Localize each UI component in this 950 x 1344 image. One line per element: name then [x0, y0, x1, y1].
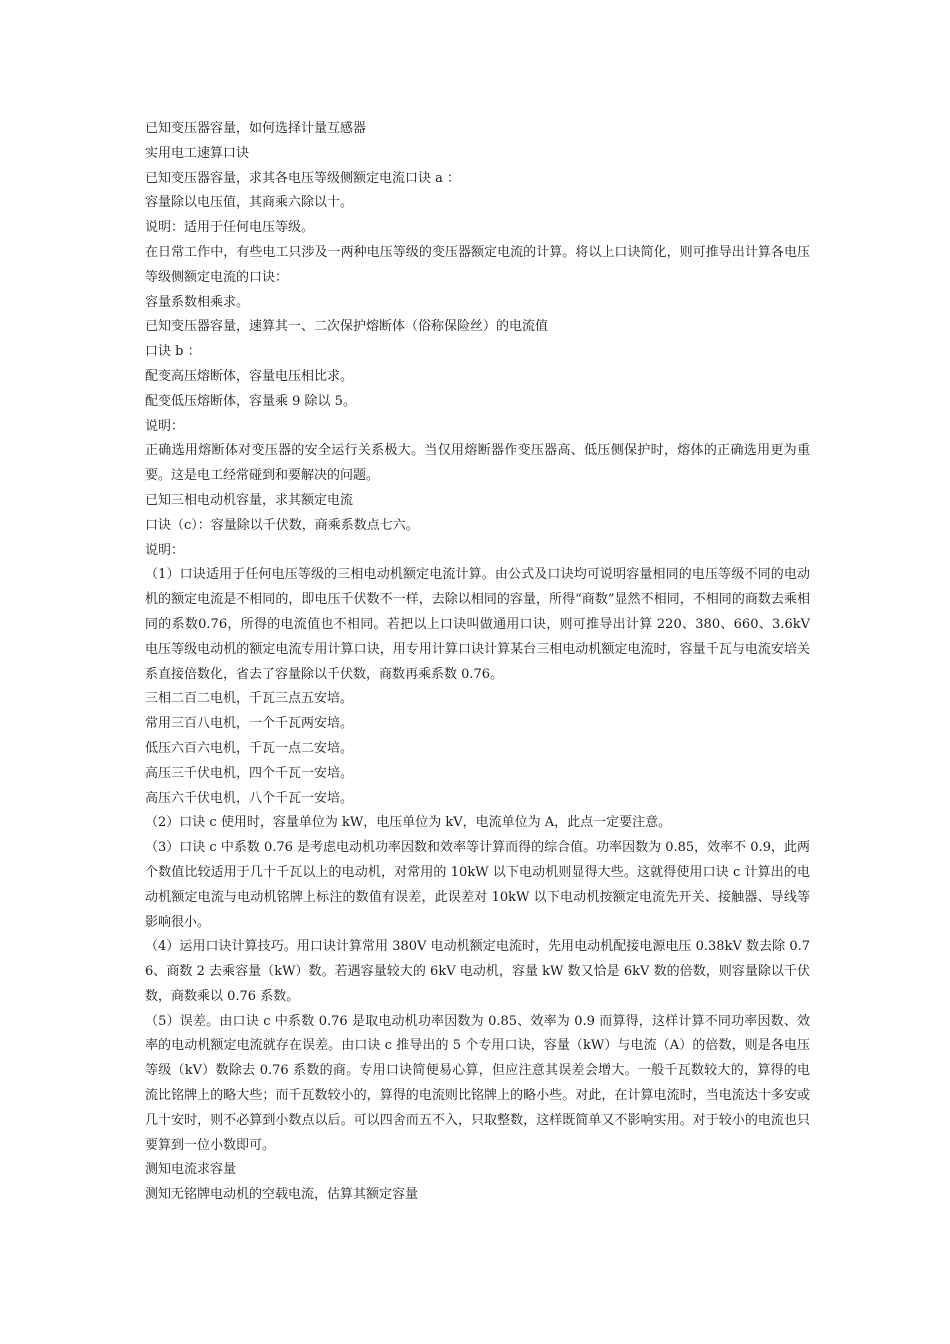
doc-subheading: 实用电工速算口诀: [145, 145, 250, 161]
doc-line: 口诀 b ：: [145, 344, 201, 360]
doc-line: 测知电流求容量: [145, 1162, 237, 1178]
doc-line: 已知变压器容量，速算其一、二次保护熔断体（俗称保险丝）的电流值: [145, 319, 549, 335]
doc-line: 三相二百二电机，千瓦三点五安培。: [145, 691, 354, 707]
doc-heading: 已知变压器容量，如何选择计量互感器: [145, 121, 367, 136]
doc-line: 说明：: [145, 542, 185, 558]
doc-line: 已知变压器容量，求其各电压等级侧额定电流口诀 a ：: [145, 170, 461, 186]
doc-paragraph: 在日常工作中，有些电工只涉及一两种电压等级的变压器额定电流的计算。将以上口诀简化，则可推导出计算各电压等级侧额定电流的口诀：: [145, 244, 810, 285]
doc-line: 容量系数相乘求。: [145, 294, 250, 310]
doc-line: 说明：适用于任何电压等级。: [145, 220, 315, 236]
doc-line: 配变高压熔断体，容量电压相比求。: [145, 368, 354, 384]
doc-line: 高压三千伏电机，四个千瓦一安培。: [145, 765, 354, 781]
document-body: [145, 117, 810, 1208]
doc-paragraph: （3）口诀 c 中系数 0.76 是考虑电动机功率因数和效率等计算而得的综合值。功率因数为 0.85，效率不 0.9，此两个数值比较适用于几十千瓦以上的电动机，对常用的 10kW 以下电动机则显得大些。这就得使用口诀 c 计算出的电动机额定电流与电动机铭牌上标注的数值有误差，此误差对 10kW 以下电动机按额定电流先开关、接触器、导线等影响很小。: [145, 840, 810, 930]
doc-paragraph: 正确选用熔断体对变压器的安全运行关系极大。当仅用熔断器作变压器高、低压侧保护时，熔体的正确选用更为重要。这是电工经常碰到和要解决的问题。: [145, 443, 810, 484]
doc-line: 高压六千伏电机，八个千瓦一安培。: [145, 790, 354, 806]
doc-line: 容量除以电压值，其商乘六除以十。: [145, 195, 354, 211]
doc-line: 说明：: [145, 418, 185, 434]
doc-line: 常用三百八电机，一个千瓦两安培。: [145, 716, 354, 732]
doc-line: 已知三相电动机容量，求其额定电流: [145, 492, 354, 508]
doc-paragraph: （1）口诀适用于任何电压等级的三相电动机额定电流计算。由公式及口诀均可说明容量相同的电压等级不同的电动机的额定电流是不相同的，即电压千伏数不一样，去除以相同的容量，所得“商数”显然不相同，不相同的商数去乘相同的系数0.76，所得的电流值也不相同。若把以上口诀叫做通用口诀，则可推导出计算 220、380、660、3.6kV 电压等级电动机的额定电流专用计算口诀，用专用计算口诀计算某台三相电动机额定电流时，容量千瓦与电流安培关系直接倍数化，省去了容量除以千伏数，商数再乘系数 0.76。: [145, 567, 810, 682]
doc-line: 口诀（c）：容量除以千伏数，商乘系数点七六。: [145, 517, 419, 533]
doc-line: 配变低压熔断体，容量乘 9 除以 5。: [145, 393, 356, 409]
doc-line: （2）口诀 c 使用时，容量单位为 kW，电压单位为 kV，电流单位为 A，此点一定要注意。: [145, 815, 672, 831]
doc-paragraph: （5）误差。由口诀 c 中系数 0.76 是取电动机功率因数为 0.85、效率为 0.9 而算得，这样计算不同功率因数、效率的电动机额定电流就存在误差。由口诀 c 推导出的 5 个专用口诀，容量（kW）与电流（A）的倍数，则是各电压等级（kV）数除去 0.76 系数的商。专用口诀简便易心算，但应注意其误差会增大。一般千瓦数较大的，算得的电流比铭牌上的略大些；而千瓦数较小的，算得的电流则比铭牌上的略小些。对此，在计算电流时，当电流达十多安或几十安时，则不必算到小数点以后。可以四舍而五不入，只取整数，这样既简单又不影响实用。对于较小的电流也只要算到一位小数即可。: [145, 1013, 810, 1153]
doc-paragraph: （4）运用口诀计算技巧。用口诀计算常用 380V 电动机额定电流时，先用电动机配接电源电压 0.38kV 数去除 0.76、商数 2 去乘容量（kW）数。若遇容量较大的 6kV 电动机，容量 kW 数又恰是 6kV 数的倍数，则容量除以千伏数，商数乘以 0.76 系数。: [145, 939, 810, 1004]
doc-line: 测知无铭牌电动机的空载电流，估算其额定容量: [145, 1187, 419, 1203]
doc-line: 低压六百六电机，千瓦一点二安培。: [145, 740, 354, 756]
